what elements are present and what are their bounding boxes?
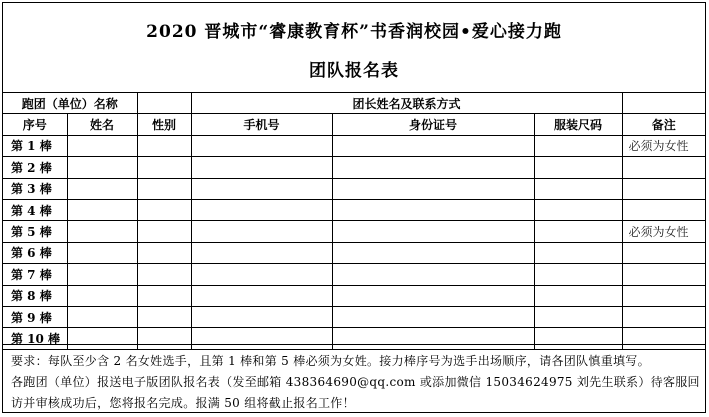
name-cell[interactable] <box>67 221 137 242</box>
row-label: 第 6 棒 <box>3 242 67 263</box>
id-number-cell[interactable] <box>332 157 534 178</box>
phone-cell[interactable] <box>191 285 332 306</box>
row-label: 第 2 棒 <box>3 157 67 178</box>
row-label: 第 8 棒 <box>3 285 67 306</box>
gender-cell[interactable] <box>137 306 191 327</box>
row-label: 第 5 棒 <box>3 221 67 242</box>
size-cell[interactable] <box>534 285 622 306</box>
form-title: 2020 晋城市“睿康教育杯”书香润校园•爱心接力跑 <box>146 22 562 42</box>
note-cell <box>622 306 705 327</box>
leader-contact-label: 团长姓名及联系方式 <box>191 93 622 114</box>
col-header-note: 备注 <box>622 114 705 135</box>
gender-cell[interactable] <box>137 242 191 263</box>
phone-cell[interactable] <box>191 306 332 327</box>
phone-cell[interactable] <box>191 135 332 156</box>
registration-form <box>2 2 706 413</box>
requirements-line-3: 访并审核成功后，您将报名完成。报满 50 组将截止报名工作！ <box>11 396 355 410</box>
note-cell <box>622 157 705 178</box>
phone-cell[interactable] <box>191 242 332 263</box>
requirements-line-1: 要求：每队至少含 2 名女姓选手，且第 1 棒和第 5 棒必须为女姓。接力棒序号为选手出场顺序，请各团队慎重填写。 <box>11 354 650 368</box>
table-row <box>3 242 705 263</box>
phone-cell[interactable] <box>191 199 332 220</box>
size-cell[interactable] <box>534 264 622 285</box>
gender-cell[interactable] <box>137 199 191 220</box>
name-cell[interactable] <box>67 242 137 263</box>
row-label: 第 9 棒 <box>3 306 67 327</box>
name-cell[interactable] <box>67 178 137 199</box>
col-header-gender: 性别 <box>137 114 191 135</box>
col-header-id-number: 身份证号 <box>332 114 534 135</box>
column-header-row <box>3 114 705 135</box>
note-cell <box>622 264 705 285</box>
size-cell[interactable] <box>534 221 622 242</box>
table-row <box>3 285 705 306</box>
registration-table <box>3 92 705 350</box>
id-number-cell[interactable] <box>332 178 534 199</box>
gender-cell[interactable] <box>137 135 191 156</box>
id-number-cell[interactable] <box>332 135 534 156</box>
table-row <box>3 135 705 156</box>
col-header-size: 服装尺码 <box>534 114 622 135</box>
col-header-index: 序号 <box>3 114 67 135</box>
row-label: 第 10 棒 <box>3 328 67 349</box>
note-cell: 必须为女性 <box>622 221 705 242</box>
note-cell <box>622 199 705 220</box>
id-number-cell[interactable] <box>332 199 534 220</box>
phone-cell[interactable] <box>191 178 332 199</box>
phone-cell[interactable] <box>191 264 332 285</box>
gender-cell[interactable] <box>137 178 191 199</box>
name-cell[interactable] <box>67 306 137 327</box>
form-subtitle: 团队报名表 <box>309 61 399 81</box>
row-label: 第 4 棒 <box>3 199 67 220</box>
note-cell: 必须为女性 <box>622 135 705 156</box>
gender-cell[interactable] <box>137 264 191 285</box>
gender-cell[interactable] <box>137 157 191 178</box>
gender-cell[interactable] <box>137 221 191 242</box>
id-number-cell[interactable] <box>332 285 534 306</box>
name-cell[interactable] <box>67 157 137 178</box>
row-label: 第 7 棒 <box>3 264 67 285</box>
team-info-row <box>3 93 705 114</box>
leader-contact-field[interactable] <box>622 93 705 114</box>
note-cell <box>622 242 705 263</box>
note-cell <box>622 178 705 199</box>
requirements-note <box>3 344 705 412</box>
col-header-phone: 手机号 <box>191 114 332 135</box>
table-row <box>3 221 705 242</box>
id-number-cell[interactable] <box>332 242 534 263</box>
table-row <box>3 199 705 220</box>
name-cell[interactable] <box>67 135 137 156</box>
phone-cell[interactable] <box>191 221 332 242</box>
phone-cell[interactable] <box>191 157 332 178</box>
requirements-line-2: 各跑团（单位）报送电子版团队报名表（发至邮箱 438364690@qq.com 或添加微信 15034624975 刘先生联系）待客服回 <box>11 375 700 389</box>
note-cell <box>622 285 705 306</box>
col-header-name: 姓名 <box>67 114 137 135</box>
table-row <box>3 178 705 199</box>
id-number-cell[interactable] <box>332 264 534 285</box>
name-cell[interactable] <box>67 264 137 285</box>
id-number-cell[interactable] <box>332 221 534 242</box>
table-row <box>3 157 705 178</box>
size-cell[interactable] <box>534 157 622 178</box>
id-number-cell[interactable] <box>332 306 534 327</box>
size-cell[interactable] <box>534 135 622 156</box>
name-cell[interactable] <box>67 199 137 220</box>
table-row <box>3 264 705 285</box>
row-label: 第 1 棒 <box>3 135 67 156</box>
size-cell[interactable] <box>534 199 622 220</box>
size-cell[interactable] <box>534 242 622 263</box>
name-cell[interactable] <box>67 285 137 306</box>
row-label: 第 3 棒 <box>3 178 67 199</box>
gender-cell[interactable] <box>137 285 191 306</box>
size-cell[interactable] <box>534 306 622 327</box>
size-cell[interactable] <box>534 178 622 199</box>
team-name-field[interactable] <box>137 93 191 114</box>
table-row <box>3 306 705 327</box>
team-name-label: 跑团（单位）名称 <box>3 93 137 114</box>
